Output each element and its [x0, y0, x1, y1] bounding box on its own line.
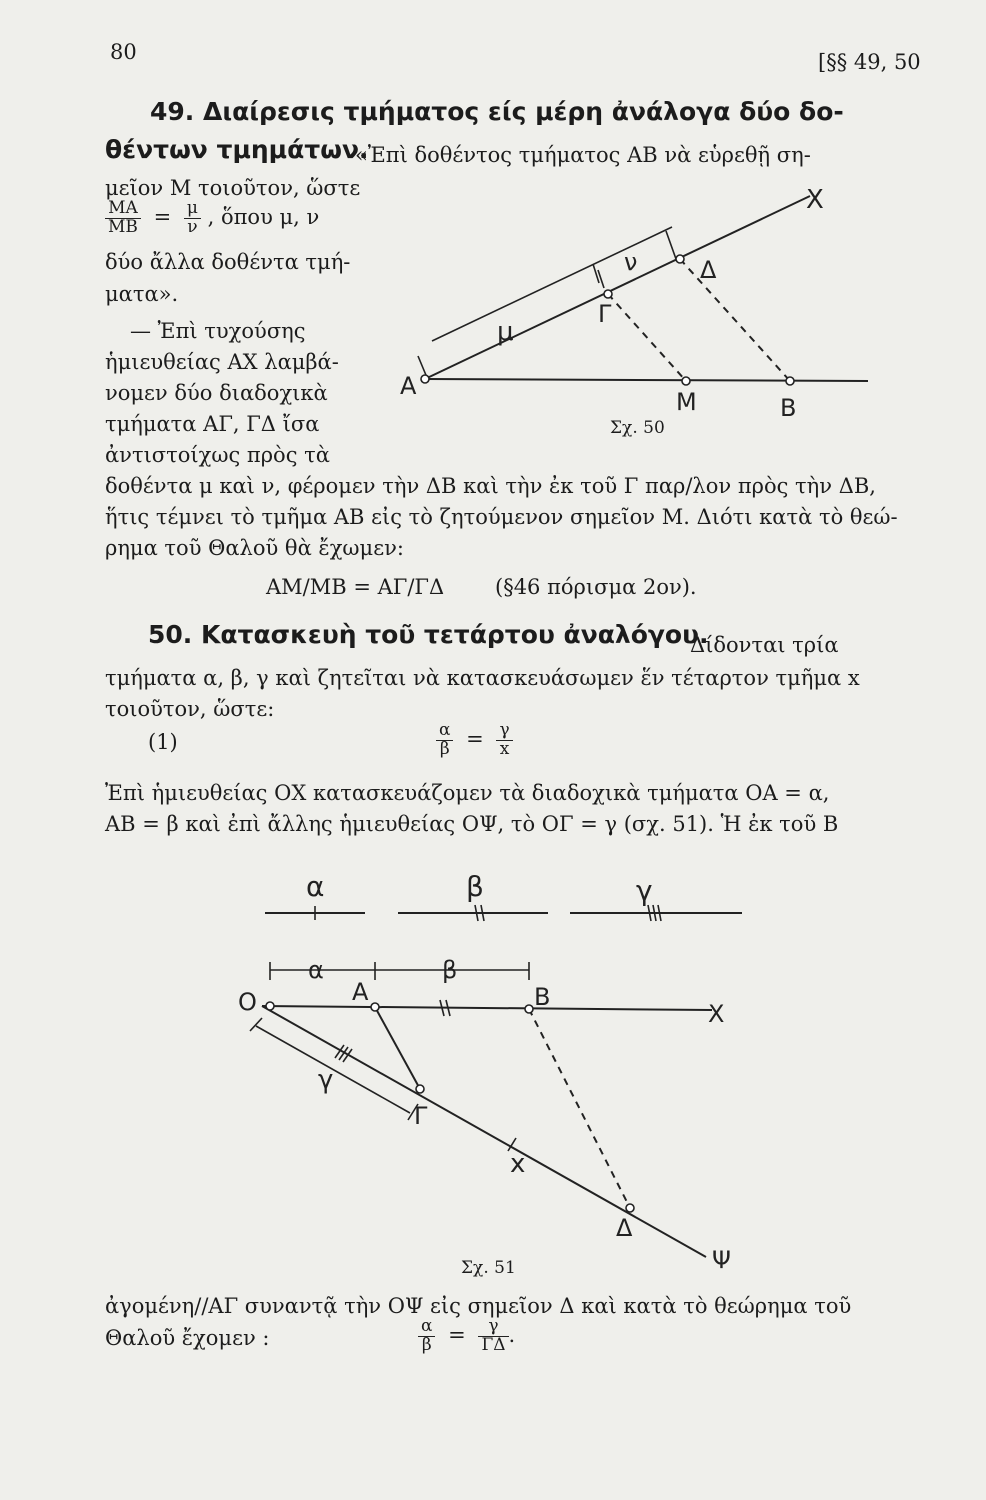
text-line: τοιοῦτον, ὥστε: — [105, 697, 275, 721]
text-line: ρημα τοῦ Θαλοῦ θὰ ἔχωμεν: — [105, 536, 404, 560]
label-beta: β — [466, 870, 484, 903]
text-line: τμήματα α, β, γ καὶ ζητεῖται νὰ κατασκευάσωμεν ἕν τέταρτον τμῆμα x — [105, 666, 860, 690]
page-number: 80 — [110, 40, 137, 64]
text-line: Ἐπὶ ἡμιευθείας ΟΧ κατασκευάζομεν τὰ διαδοχικὰ τμήματα ΟΑ = α, — [105, 781, 830, 805]
result-formula: ΑΜ/ΜΒ = ΑΓ/ΓΔ — [266, 575, 445, 599]
ray-ox — [262, 1006, 712, 1010]
section-50-intro: Δίδονται τρία — [690, 633, 839, 657]
label-gamma: γ — [636, 874, 653, 907]
label-b: Β — [534, 983, 551, 1011]
fraction-ma-mb: $\frac{MA}{MB}$ — [105, 200, 141, 237]
section-49-intro-line: μεῖον Μ τοιοῦτον, ὥστε — [105, 176, 361, 200]
label-gamma-dim: γ — [318, 1065, 334, 1095]
point-o — [266, 1002, 274, 1010]
point-d — [626, 1204, 634, 1212]
figure-51-caption: Σχ. 51 — [461, 1258, 516, 1278]
label-alpha-dim: α — [308, 956, 324, 984]
label-psi: Ψ — [712, 1246, 731, 1274]
label-x: X — [806, 185, 824, 215]
label-g: Γ — [414, 1102, 428, 1130]
text-line: ΑΒ = β καὶ ἐπὶ ἄλλης ἡμιευθείας ΟΨ, τὸ ΟΓ = γ (σχ. 51). Ἡ ἐκ τοῦ Β — [105, 812, 839, 836]
label-a: Α — [400, 372, 417, 400]
definition-line: ματα». — [105, 282, 179, 306]
fraction-mu-nu: $\frac{\mu}{\nu}$ — [184, 200, 201, 237]
label-x-segment: x — [510, 1149, 526, 1179]
label-nu: ν — [624, 248, 638, 276]
final-formula: $\frac{\alpha}{\beta}$ = $\frac{\gamma}{\Gamma\Delta}$ . — [418, 1318, 515, 1355]
proof-line: νομεν δύο διαδοχικὰ — [105, 381, 328, 405]
fraction-a-b: $\frac{\alpha}{\beta}$ — [418, 1318, 435, 1355]
label-o: Ο — [238, 988, 257, 1016]
label-x: X — [708, 1000, 725, 1028]
definition-line: δύο ἄλλα δοθέντα τμή- — [105, 250, 351, 274]
label-d: Δ — [616, 1214, 633, 1242]
point-a — [371, 1003, 379, 1011]
fraction-g-gd: $\frac{\gamma}{\Gamma\Delta}$ — [478, 1318, 508, 1355]
line-ag — [375, 1007, 420, 1089]
section-49-heading: 49. Διαίρεσις τμήματος είς μέρη ἀνάλογα δύο δο- — [150, 97, 844, 126]
label-alpha: α — [306, 870, 325, 903]
ray-opsi — [262, 1006, 706, 1257]
label-mu: μ — [497, 317, 514, 347]
proof-line: ἡμιευθείας ΑΧ λαμβά- — [105, 350, 339, 374]
text-line: ἥτις τέμνει τὸ τμῆμα ΑΒ εἰς τὸ ζητούμενον σημεῖον Μ. Διότι κατὰ τὸ θεώ- — [105, 505, 898, 529]
text-line: Θαλοῦ ἔχομεν : — [105, 1326, 270, 1350]
section-49-intro: «Ἐπὶ δοθέντος τμήματος ΑΒ νὰ εὑρεθῇ ση- — [355, 143, 811, 167]
line-bd — [529, 1009, 630, 1208]
section-50-heading: 50. Κατασκευὴ τοῦ τετάρτου ἀναλόγου. — [148, 620, 709, 649]
point-g — [416, 1085, 424, 1093]
label-g: Γ — [598, 300, 612, 328]
proof-line: — Ἐπὶ τυχούσης — [130, 319, 306, 343]
label-b: Β — [780, 394, 797, 422]
proof-line: ἀντιστοίχως πρὸς τὰ — [105, 443, 330, 467]
equation-number: (1) — [148, 730, 178, 754]
figure-50-caption: Σχ. 50 — [610, 418, 665, 438]
label-a: Α — [352, 978, 369, 1006]
section-49-heading-cont: θέντων τμημάτων. — [105, 135, 369, 164]
label-d: Δ — [700, 256, 717, 284]
point-b — [525, 1005, 533, 1013]
label-beta-dim: β — [442, 956, 458, 984]
label-m: Μ — [676, 388, 697, 416]
fraction-a-b: $\frac{\alpha}{\beta}$ — [436, 722, 453, 759]
fraction-g-x: $\frac{\gamma}{x}$ — [496, 722, 512, 759]
proof-line: τμήματα ΑΓ, ΓΔ ἴσα — [105, 412, 320, 436]
text-line: δοθέντα μ καὶ ν, φέρομεν τὴν ΔΒ καὶ τὴν ἐκ τοῦ Γ παρ/λον πρὸς τὴν ΔΒ, — [105, 474, 876, 498]
section-reference: [§§ 49, 50 — [818, 50, 921, 74]
result-reference: (§46 πόρισμα 2ον). — [495, 575, 697, 599]
equation-1: $\frac{\alpha}{\beta}$ = $\frac{\gamma}{x}$ — [436, 722, 513, 759]
text-line: ἀγομένη//ΑΓ συναντᾷ τὴν ΟΨ εἰς σημεῖον Δ καὶ κατὰ τὸ θεώρημα τοῦ — [105, 1294, 852, 1318]
ratio-formula: $\frac{MA}{MB}$ = $\frac{\mu}{\nu}$ , ὅπου μ, ν — [105, 200, 319, 237]
